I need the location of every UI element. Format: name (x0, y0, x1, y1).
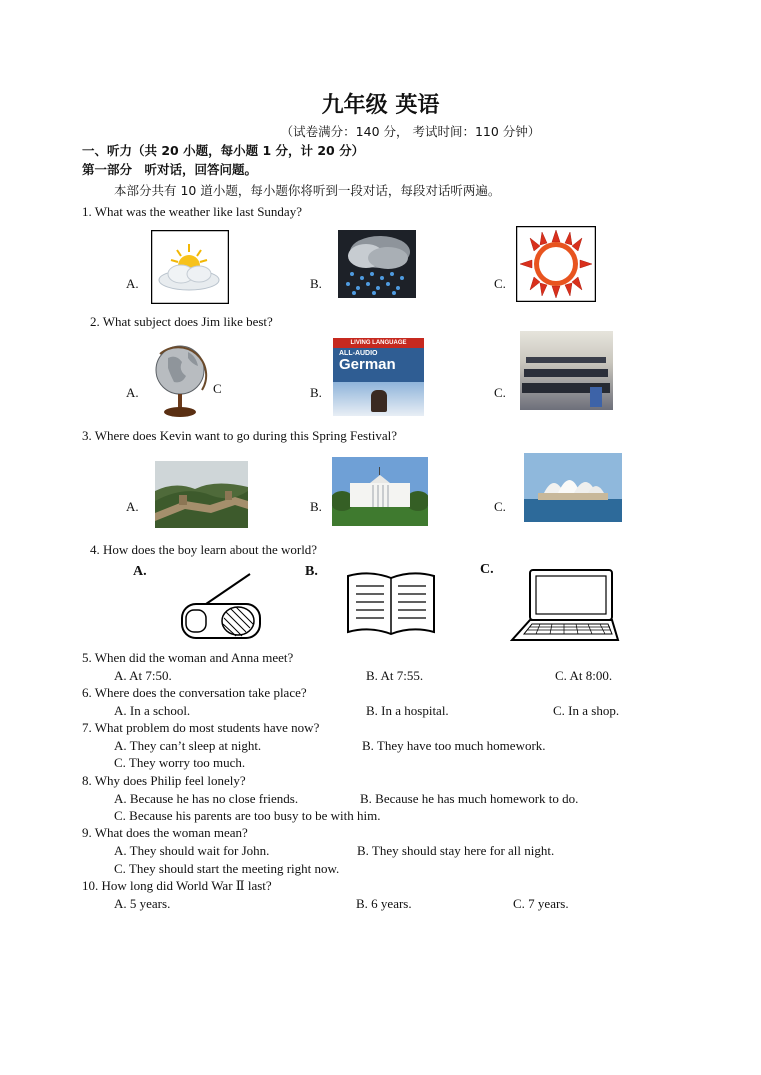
question-5: 5. When did the woman and Anna meet? (82, 650, 294, 665)
question-8: 8. Why does Philip feel lonely? (82, 773, 246, 788)
question-9: 9. What does the woman mean? (82, 825, 248, 840)
globe-icon (152, 340, 208, 420)
question-3: 3. Where does Kevin want to go during this Spring Festival? (82, 428, 397, 443)
radio-icon (176, 570, 266, 642)
page-title: 九年级 英语 (321, 93, 440, 118)
q5-option-b[interactable]: B. At 7:55. (366, 668, 424, 683)
q7-option-a[interactable]: A. They can’t sleep at night. (114, 738, 262, 753)
q1-option-b[interactable]: B. (310, 276, 322, 291)
question-1: 1. What was the weather like last Sunday? (82, 204, 302, 219)
q8-option-c[interactable]: C. Because his parents are too busy to be with him. (114, 808, 381, 823)
q5-option-c[interactable]: C. At 8:00. (555, 668, 613, 683)
question-6: 6. Where does the conversation take place? (82, 685, 307, 700)
q3-option-b[interactable]: B. (310, 499, 322, 514)
cover-word: German (339, 356, 396, 373)
question-4: 4. How does the boy learn about the world? (90, 542, 318, 557)
q6-option-b[interactable]: B. In a hospital. (366, 703, 449, 718)
q9-option-b[interactable]: B. They should stay here for all night. (357, 843, 555, 858)
part-heading: 第一部分 听对话，回答问题。 (82, 162, 258, 177)
rain-cloud-icon (338, 230, 416, 298)
exam-info: （试卷满分：140 分， 考试时间：110 分钟） (280, 124, 541, 139)
q5-option-a[interactable]: A. At 7:50. (114, 668, 172, 683)
q6-option-a[interactable]: A. In a school. (114, 703, 191, 718)
q4-option-b[interactable]: B. (305, 564, 318, 579)
q2-option-b[interactable]: B. (310, 385, 322, 400)
q3-option-c[interactable]: C. (494, 499, 506, 514)
sydney-opera-house-photo (524, 453, 622, 522)
sunny-cloudy-icon (151, 230, 229, 304)
german-book-cover (333, 338, 424, 416)
cover-subtitle: ALL-AUDIO (339, 350, 378, 357)
computer-lab-photo (520, 331, 613, 410)
q7-option-c[interactable]: C. They worry too much. (114, 755, 246, 770)
q10-option-b[interactable]: B. 6 years. (356, 896, 412, 911)
q2-option-c[interactable]: C. (494, 385, 506, 400)
q8-option-b[interactable]: B. Because he has much homework to do. (360, 791, 579, 806)
question-2: 2. What subject does Jim like best? (90, 314, 273, 329)
q10-option-a[interactable]: A. 5 years. (114, 896, 171, 911)
section-heading: 一、听力（共 20 小题，每小题 1 分，计 20 分） (82, 143, 365, 158)
q9-option-c[interactable]: C. They should start the meeting right now. (114, 861, 340, 876)
q2-option-a[interactable]: A. (126, 385, 139, 400)
q6-option-c[interactable]: C. In a shop. (553, 703, 620, 718)
q3-option-a[interactable]: A. (126, 499, 139, 514)
q9-option-a[interactable]: A. They should wait for John. (114, 843, 270, 858)
laptop-icon (510, 568, 620, 644)
great-wall-photo (155, 461, 248, 528)
book-icon (346, 570, 436, 640)
question-10: 10. How long did World War Ⅱ last? (82, 878, 272, 893)
q2-stray-letter: C (213, 381, 222, 396)
q1-option-a[interactable]: A. (126, 276, 139, 291)
cover-brand: LIVING LANGUAGE (333, 338, 424, 348)
q7-option-b[interactable]: B. They have too much homework. (362, 738, 546, 753)
q8-option-a[interactable]: A. Because he has no close friends. (114, 791, 299, 806)
q10-option-c[interactable]: C. 7 years. (513, 896, 569, 911)
q4-option-c[interactable]: C. (480, 562, 494, 577)
question-7: 7. What problem do most students have now? (82, 720, 320, 735)
q1-option-c[interactable]: C. (494, 276, 506, 291)
white-house-photo (332, 457, 428, 526)
q4-option-a[interactable]: A. (133, 564, 147, 579)
instruction: 本部分共有 10 道小题，每小题你将听到一段对话，每段对话听两遍。 (114, 183, 501, 198)
sun-icon (516, 226, 596, 302)
